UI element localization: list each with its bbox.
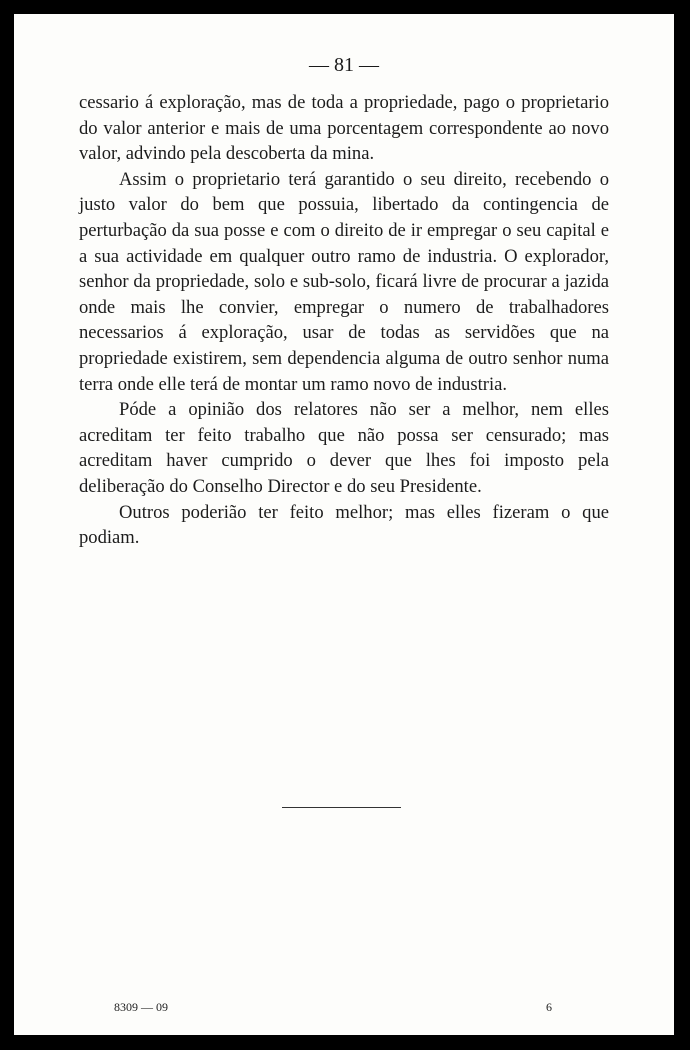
section-divider	[282, 807, 401, 808]
paragraph-closing: Outros poderião ter feito melhor; mas elles fizeram o que podiam.	[79, 501, 609, 549]
paragraph-relatores: Póde a opinião dos relatores não ser a melhor, nem elles acreditam ter feito trabalho que não possa ser censurado; mas acreditam haver cumprido o dever que lhes foi imposto pela deliberação do Conselho Director e do seu Presidente.	[79, 399, 609, 497]
page-number: — 81 —	[309, 54, 379, 76]
paragraph-proprietario: Assim o proprietario terá garantido o seu direito, recebendo o justo valor do bem que possuia, libertado da contingencia de perturbação da sua posse e com o direito de ir empregar o seu capital e a sua actividade em qualquer outro ramo de industria. O explorador, senhor da propriedade, solo e sub-solo, ficará livre de procurar a jazida onde mais lhe convier, empregar o numero de trabalhadores necessarios á exploração, usar de todas as servidões que na propriedade existirem, sem dependencia alguma de outro senhor numa terra onde elle terá de montar um ramo novo de industria.	[79, 168, 609, 395]
body-text	[79, 90, 609, 551]
document-page	[14, 14, 674, 1035]
printer-signature: 8309 — 09	[114, 1000, 168, 1014]
sheet-number: 6	[546, 1000, 552, 1014]
paragraph-continuation: cessario á exploração, mas de toda a propriedade, pago o proprietario do valor anterior e mais de uma porcentagem correspondente ao novo valor, advindo pela descoberta da mina.	[79, 92, 609, 165]
